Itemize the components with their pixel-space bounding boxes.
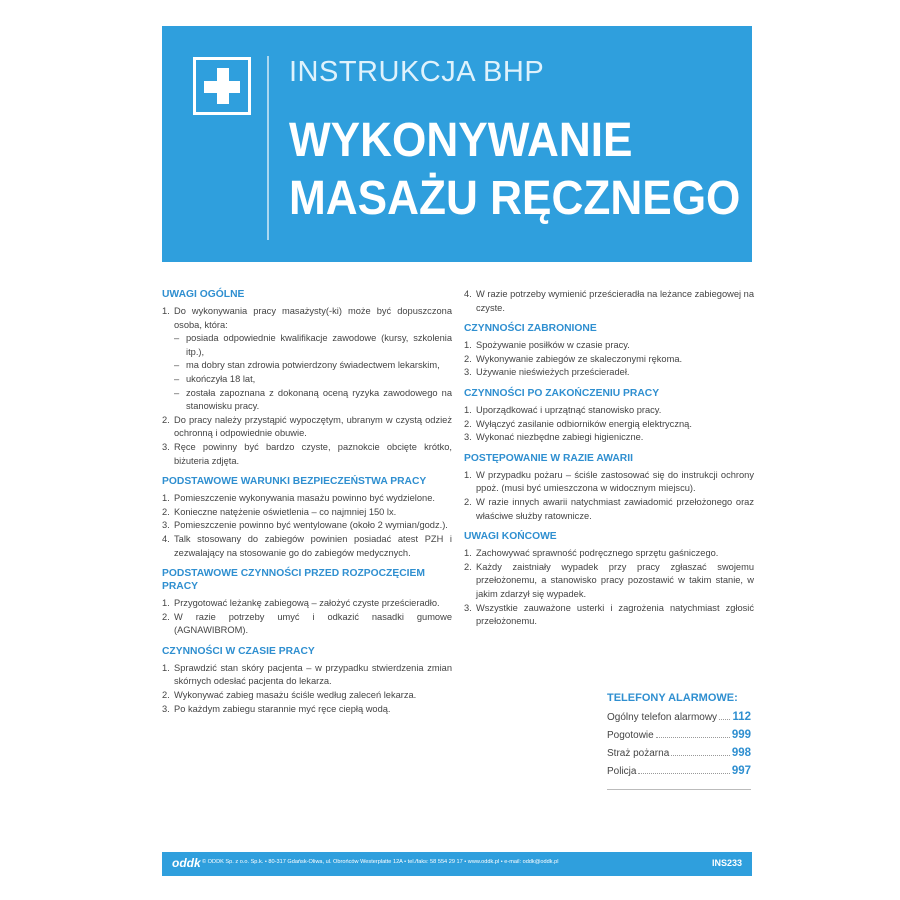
footer-code: INS233 <box>711 858 742 868</box>
list-item <box>162 414 452 441</box>
list-item <box>464 496 754 523</box>
item-text: Talk stosowany do zabiegów powinien posiadać atest PZH i zezwalający na stosowanie go do zabiegów medycznych. <box>174 533 452 558</box>
list-item <box>162 703 452 717</box>
item-text: Wykonywanie zabiegów ze skaleczonymi rękoma. <box>476 353 683 364</box>
section <box>464 322 754 380</box>
list-item <box>162 597 452 611</box>
item-number: 1. <box>162 662 170 673</box>
section <box>162 288 452 468</box>
phone-name: Policja <box>607 766 637 777</box>
item-number: 2. <box>162 611 170 622</box>
list-item <box>464 288 754 315</box>
item-text: Każdy zaistniały wypadek przy pracy zgłaszać swojemu przełożonemu, a stanowisko pracy pozostawić w takim stanie, w jakim zdarzył się wypadek. <box>476 561 754 599</box>
item-number: 1. <box>464 340 472 351</box>
item-text: Przygotować leżankę zabiegową – założyć czyste prześcieradło. <box>174 598 440 609</box>
sub-item-text: ukończyła 18 lat, <box>186 373 256 384</box>
dash-marker: – <box>174 373 180 384</box>
item-text: Spożywanie posiłków w czasie pracy. <box>476 340 630 351</box>
header-title-line1: WYKONYWANIE <box>289 114 633 167</box>
list-item <box>464 602 754 629</box>
item-number: 3. <box>162 703 170 714</box>
list-item <box>162 519 452 533</box>
item-text: Wyłączyć zasilanie odbiorników energią elektryczną. <box>476 418 692 429</box>
section <box>464 387 754 445</box>
phone-row <box>607 711 751 723</box>
sub-item <box>162 387 452 414</box>
phone-dots <box>719 711 730 720</box>
item-text: Sprawdzić stan skóry pacjenta – w przypadku stwierdzenia zmian skórnych odesłać pacjenta do lekarza. <box>174 662 452 687</box>
list-item <box>162 492 452 506</box>
instruction-sheet <box>162 26 755 876</box>
section-title: PODSTAWOWE WARUNKI BEZPIECZEŃSTWA PRACY <box>162 476 427 488</box>
phone-dots <box>671 747 730 756</box>
list-item <box>464 469 754 496</box>
footer-bar <box>162 852 752 876</box>
section-title: UWAGI OGÓLNE <box>162 289 245 300</box>
item-text: Uporządkować i uprzątnąć stanowisko pracy. <box>476 404 662 415</box>
emergency-phones <box>607 692 751 790</box>
sub-item-text: posiada odpowiednie kwalifikacje zawodowe (kursy, szkolenia itp.), <box>186 333 452 357</box>
item-text: Do wykonywania pracy masażysty(-ki) może być dopuszczona osoba, która: <box>174 306 452 330</box>
section-title: CZYNNOŚCI W CZASIE PRACY <box>162 645 315 657</box>
section <box>162 475 452 560</box>
phone-number: 112 <box>732 711 751 723</box>
section <box>464 452 754 523</box>
item-number: 1. <box>162 493 170 504</box>
phone-name: Straż pożarna <box>607 748 670 759</box>
section-title: UWAGI KOŃCOWE <box>464 531 557 543</box>
item-text: W razie potrzeby wymienić prześcieradła na leżance zabiegowej na czyste. <box>476 289 755 313</box>
list-item <box>464 339 754 353</box>
dash-marker: – <box>174 387 180 398</box>
section <box>162 645 452 716</box>
item-number: 4. <box>162 533 170 544</box>
list-item <box>162 611 452 638</box>
item-number: 2. <box>162 690 170 701</box>
item-number: 2. <box>464 561 472 572</box>
item-text: Wykonywać zabieg masażu ściśle według zaleceń lekarza. <box>174 690 417 701</box>
left-column <box>162 288 452 723</box>
item-text: Używanie nieświeżych prześcieradeł. <box>476 367 630 378</box>
first-aid-cross-icon <box>193 57 251 115</box>
item-number: 2. <box>464 418 472 429</box>
phone-number: 997 <box>731 765 751 777</box>
list-item <box>464 431 754 445</box>
item-number: 1. <box>464 404 472 415</box>
item-number: 2. <box>464 496 472 507</box>
item-text: Ręce powinny być bardzo czyste, paznokcie obcięte krótko, biżuteria zdjęta. <box>174 441 452 466</box>
list-item <box>464 418 754 432</box>
header-title-line2: MASAŻU RĘCZNEGO <box>289 172 741 225</box>
section-title: CZYNNOŚCI PO ZAKOŃCZENIU PRACY <box>464 387 660 399</box>
section-title: POSTĘPOWANIE W RAZIE AWARII <box>464 452 633 464</box>
list-item <box>464 561 754 602</box>
footer-contact: © ODDK Sp. z o.o. Sp.k. • 80-317 Gdańsk-Oliwa, ul. Obrońców Westerplatte 12A • tel./faks: 58 554 29 17 • www.oddk.pl • e-mail: oddk@oddk.pl <box>202 859 559 865</box>
section-title: CZYNNOŚCI ZABRONIONE <box>464 323 597 335</box>
list-item <box>464 353 754 367</box>
item-text: W przypadku pożaru – ściśle zastosować się do instrukcji ochrony ppoż. (musi być umieszczona w widocznym miejscu). <box>476 469 754 494</box>
item-text: W razie innych awarii natychmiast zawiadomić przełożonego oraz właściwe służby ratownicze. <box>476 496 754 521</box>
dash-marker: – <box>174 360 180 371</box>
item-number: 1. <box>464 548 472 559</box>
item-number: 2. <box>162 414 170 425</box>
item-text: Zachowywać sprawność podręcznego sprzętu gaśniczego. <box>476 548 719 559</box>
item-text: Do pracy należy przystąpić wypoczętym, ubranym w czystą odzież ochronną i odpowiednie obuwie. <box>174 414 452 439</box>
header-title <box>289 112 740 228</box>
item-number: 1. <box>162 306 170 316</box>
list-item <box>162 305 452 332</box>
item-text: Po każdym zabiegu starannie myć ręce ciepłą wodą. <box>174 703 391 714</box>
item-number: 3. <box>162 441 170 452</box>
list-item <box>162 441 452 468</box>
phone-row <box>607 765 751 777</box>
list-item <box>464 404 754 418</box>
footer-logo: oddk <box>172 856 201 870</box>
header-banner <box>162 26 752 262</box>
sub-item <box>162 373 452 387</box>
phone-number: 999 <box>731 729 751 741</box>
sub-item-text: została zapoznana z dokonaną oceną ryzyka zawodowego na stanowisku pracy. <box>186 387 452 412</box>
sub-item <box>162 332 452 359</box>
phone-dots <box>638 765 729 774</box>
section <box>464 530 754 629</box>
phone-name: Pogotowie <box>607 730 654 741</box>
phones-underline <box>607 789 751 790</box>
phone-row <box>607 729 751 741</box>
sub-item-text: ma dobry stan zdrowia potwierdzony świadectwem lekarskim, <box>186 360 440 371</box>
item-text: Wszystkie zauważone usterki i zagrożenia natychmiast zgłosić przełożonemu. <box>476 602 754 627</box>
phone-name: Ogólny telefon alarmowy <box>607 712 718 723</box>
item-number: 3. <box>162 520 170 531</box>
phone-number: 998 <box>731 747 751 759</box>
phones-title: TELEFONY ALARMOWE: <box>607 692 738 704</box>
section <box>162 567 452 638</box>
continuation-block <box>464 288 754 315</box>
list-item <box>162 533 452 560</box>
item-number: 2. <box>464 353 472 364</box>
item-text: Wykonać niezbędne zabiegi higieniczne. <box>476 432 644 443</box>
item-number: 3. <box>464 602 472 613</box>
phone-row <box>607 747 751 759</box>
item-text: Pomieszczenie wykonywania masażu powinno być wydzielone. <box>174 493 435 504</box>
header-subtitle: INSTRUKCJA BHP <box>289 56 545 88</box>
list-item <box>464 547 754 561</box>
section-title: PODSTAWOWE CZYNNOŚCI PRZED ROZPOCZĘCIEM PRACY <box>162 568 425 593</box>
item-number: 3. <box>464 432 472 443</box>
header-divider <box>267 56 269 240</box>
list-item <box>162 689 452 703</box>
phone-dots <box>656 729 730 738</box>
right-column <box>464 288 754 636</box>
item-number: 1. <box>464 469 472 480</box>
item-number: 2. <box>162 506 170 517</box>
item-number: 3. <box>464 367 472 378</box>
list-item <box>464 366 754 380</box>
item-text: W razie potrzeby umyć i odkazić nasadki gumowe (AGNAWIBROM). <box>174 611 452 636</box>
dash-marker: – <box>174 333 180 344</box>
list-item <box>162 506 452 520</box>
item-number: 1. <box>162 598 170 609</box>
item-text: Konieczne natężenie oświetlenia – co najmniej 150 lx. <box>174 506 397 517</box>
sub-item <box>162 359 452 373</box>
list-item <box>162 662 452 689</box>
item-text: Pomieszczenie powinno być wentylowane (około 2 wymian/godz.). <box>174 520 448 531</box>
item-number: 4. <box>464 289 472 299</box>
